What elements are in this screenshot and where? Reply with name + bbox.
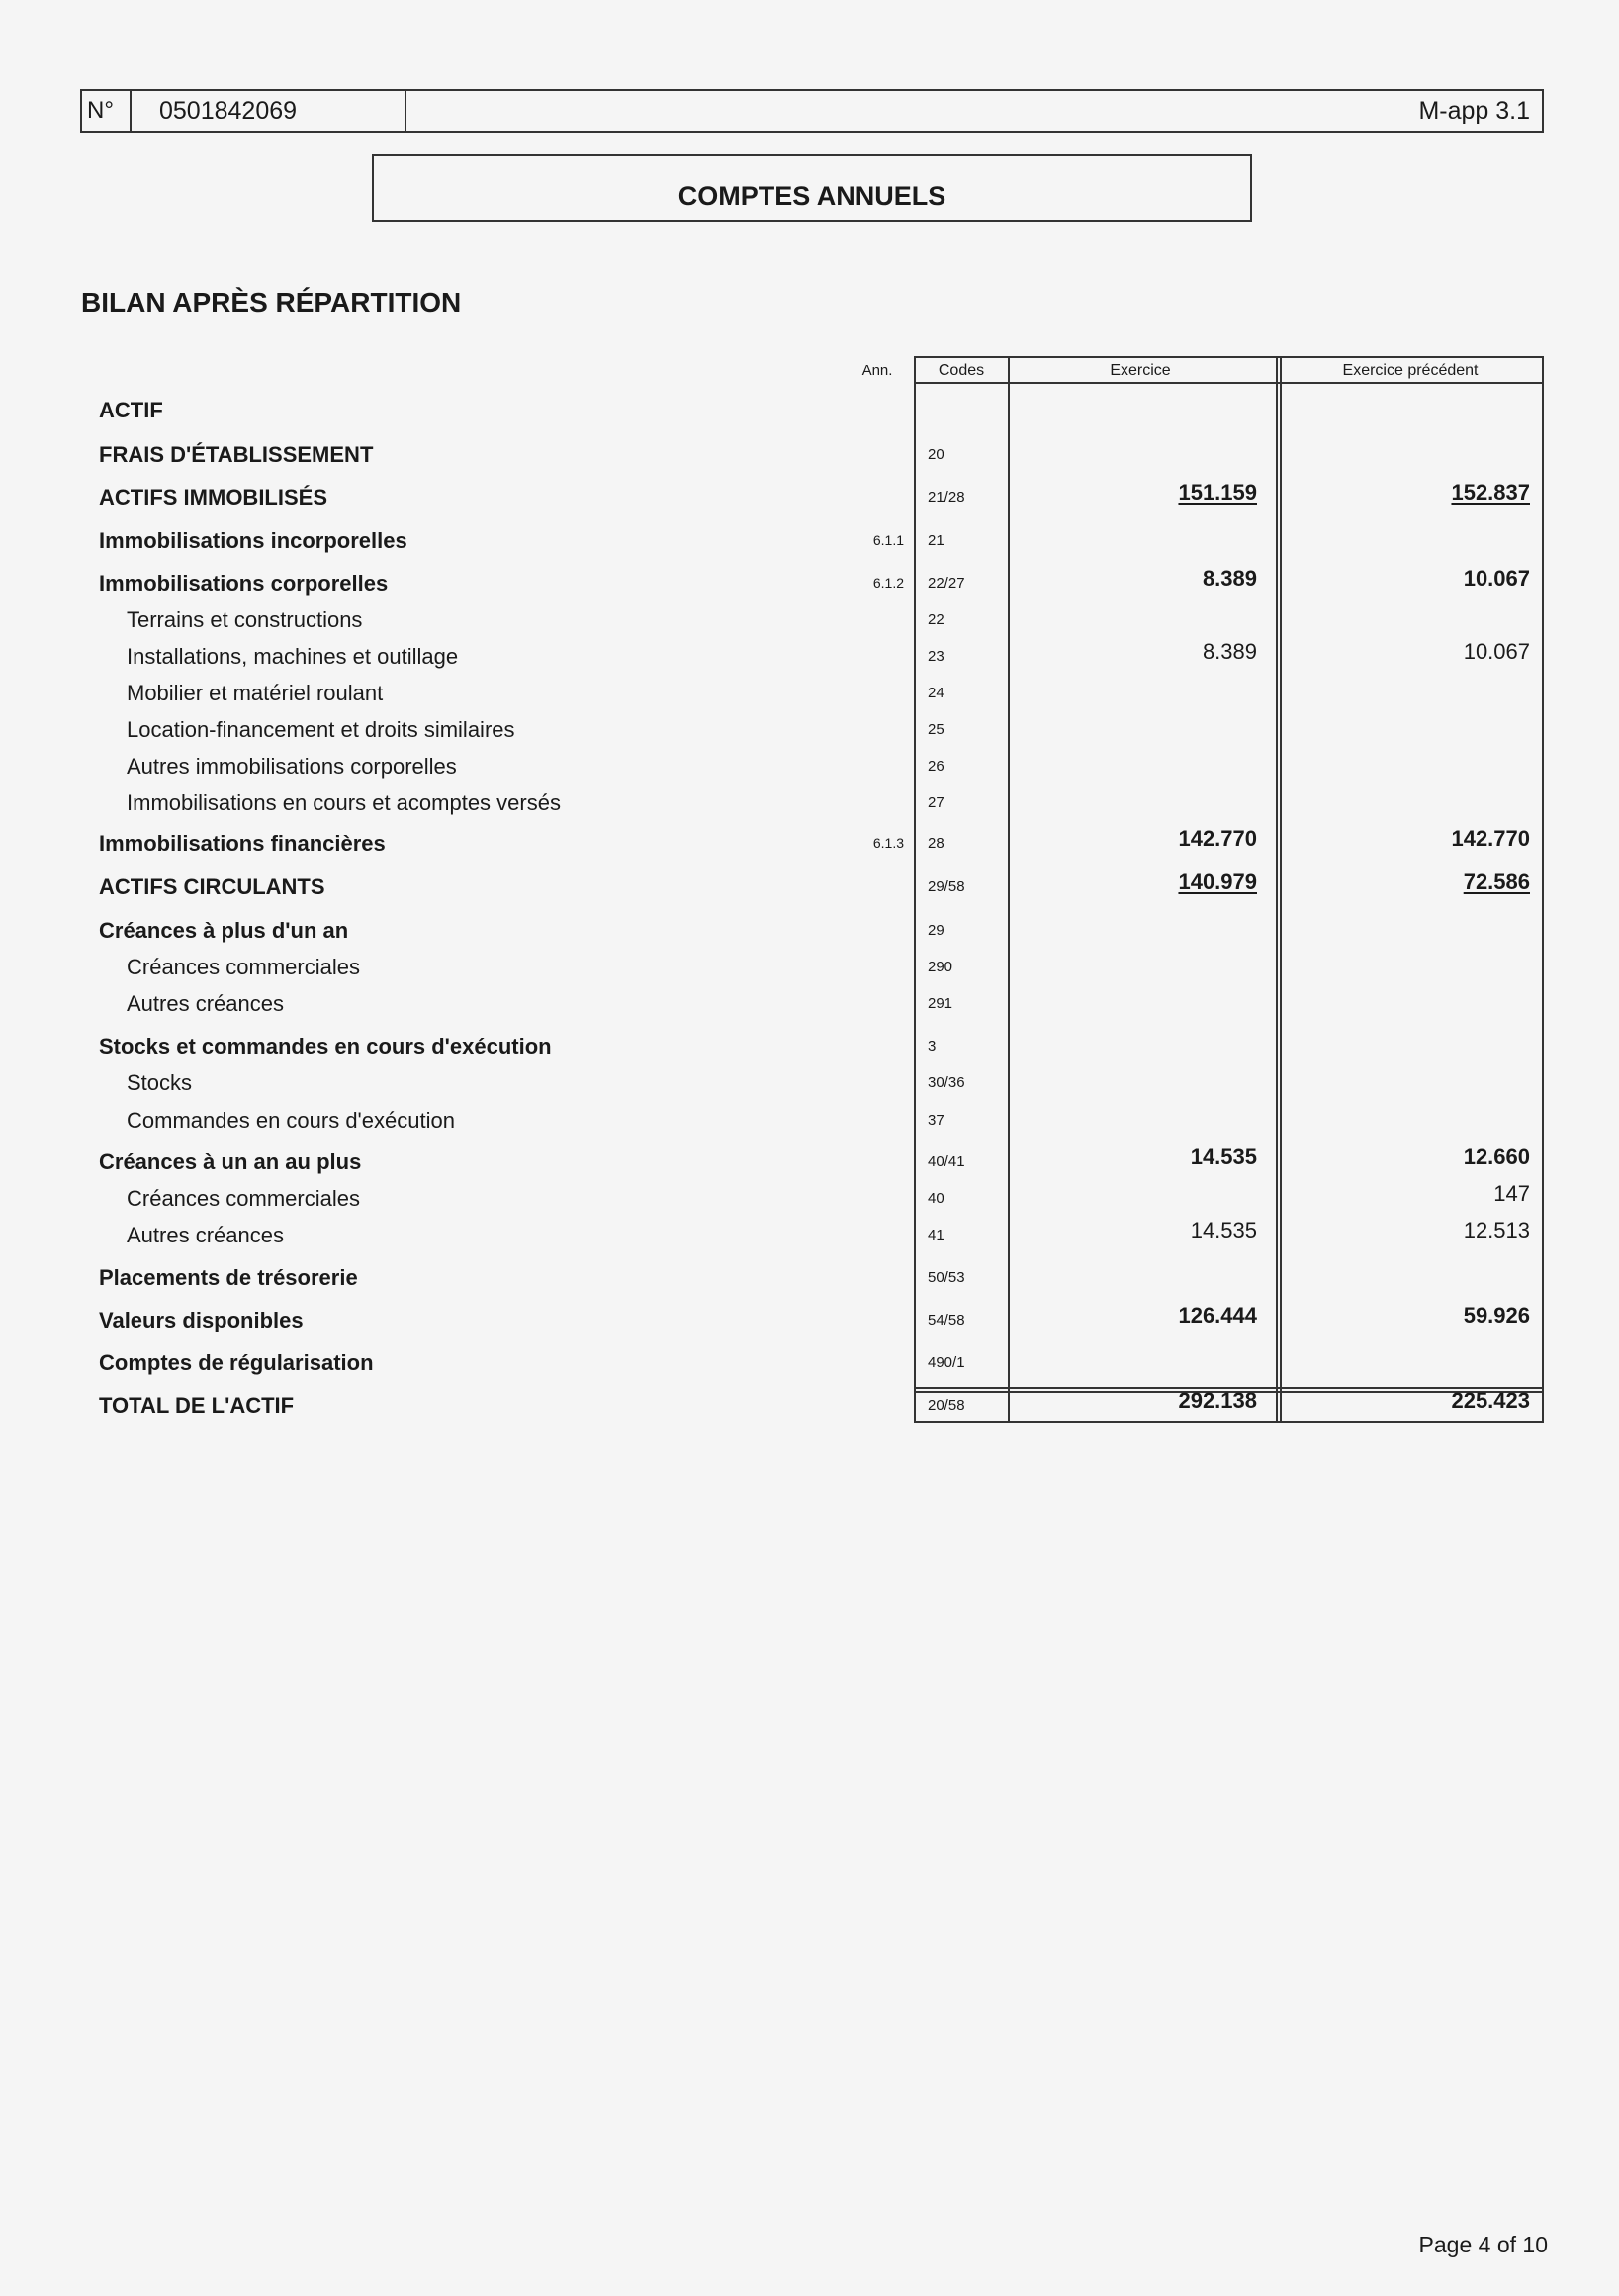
row-code: 290 [928, 959, 953, 975]
row-code: 22 [928, 611, 944, 628]
column-header-precedent: Exercice précédent [1342, 362, 1479, 379]
row-code: 20/58 [928, 1397, 965, 1414]
row-label: Stocks et commandes en cours d'exécution [99, 1034, 552, 1058]
row-code: 30/36 [928, 1074, 965, 1091]
column-header-ann: Ann. [861, 362, 893, 379]
row-label: Installations, machines et outillage [127, 644, 459, 669]
row-value-current: 151.159 [1178, 480, 1257, 505]
row-annex: 6.1.2 [872, 575, 904, 591]
row-label: Créances commerciales [127, 1186, 360, 1211]
row-code: 28 [928, 835, 944, 852]
row-value-current: 140.979 [1178, 870, 1257, 894]
section-title: BILAN APRÈS RÉPARTITION [81, 287, 462, 318]
row-label: Placements de trésorerie [99, 1265, 358, 1290]
row-value-current: 142.770 [1178, 826, 1257, 851]
row-label: Créances commerciales [127, 955, 360, 979]
row-label: Créances à plus d'un an [99, 918, 349, 943]
column-header-exercice: Exercice [1110, 362, 1171, 379]
row-label: Valeurs disponibles [99, 1308, 304, 1332]
row-label: ACTIFS CIRCULANTS [99, 874, 325, 899]
row-value-current: 292.138 [1178, 1388, 1257, 1413]
row-value-current: 8.389 [1202, 639, 1257, 664]
header-box [80, 89, 1544, 133]
row-code: 22/27 [928, 575, 965, 592]
row-code: 40/41 [928, 1153, 965, 1170]
row-value-previous: 152.837 [1451, 480, 1530, 505]
page-number: Page 4 of 10 [1418, 2232, 1548, 2257]
row-annex: 6.1.1 [872, 532, 904, 548]
row-label: FRAIS D'ÉTABLISSEMENT [99, 442, 374, 467]
row-label: Créances à un an au plus [99, 1149, 362, 1174]
row-label: Immobilisations financières [99, 831, 386, 856]
row-value-current: 126.444 [1178, 1303, 1257, 1328]
row-label: Commandes en cours d'exécution [127, 1108, 455, 1133]
row-label: Immobilisations incorporelles [99, 528, 407, 553]
row-label: ACTIFS IMMOBILISÉS [99, 485, 327, 509]
row-value-previous: 10.067 [1463, 639, 1530, 664]
row-label: Terrains et constructions [127, 607, 363, 632]
number-label: N° [82, 91, 132, 131]
row-value-previous: 225.423 [1451, 1388, 1530, 1413]
row-code: 25 [928, 721, 944, 738]
row-value-previous: 147 [1493, 1181, 1530, 1206]
row-label: Autres créances [127, 1223, 284, 1247]
row-code: 54/58 [928, 1312, 965, 1329]
row-label: Autres immobilisations corporelles [127, 754, 457, 779]
row-value-current: 8.389 [1202, 566, 1257, 591]
row-value-previous: 142.770 [1451, 826, 1530, 851]
row-code: 29/58 [928, 878, 965, 895]
row-label: Mobilier et matériel roulant [127, 681, 384, 705]
row-code: 50/53 [928, 1269, 965, 1286]
row-code: 21 [928, 532, 944, 549]
row-label: Immobilisations en cours et acomptes versés [127, 790, 561, 815]
row-code: 24 [928, 685, 944, 701]
row-label: Location-financement et droits similaires [127, 717, 515, 742]
row-value-previous: 59.926 [1463, 1303, 1530, 1328]
row-code: 27 [928, 794, 944, 811]
row-value-current: 14.535 [1190, 1218, 1257, 1242]
row-value-previous: 12.660 [1463, 1145, 1530, 1169]
row-code: 291 [928, 995, 953, 1012]
form-version: M-app 3.1 [1418, 97, 1530, 125]
document-title: COMPTES ANNUELS [372, 154, 1252, 222]
row-code: 40 [928, 1190, 944, 1207]
row-value-previous: 12.513 [1463, 1218, 1530, 1242]
row-label: ACTIF [99, 398, 163, 422]
row-code: 490/1 [928, 1354, 965, 1371]
row-label: TOTAL DE L'ACTIF [99, 1393, 295, 1418]
company-number: 0501842069 [132, 91, 406, 131]
row-label: Stocks [127, 1070, 193, 1095]
row-code: 3 [928, 1038, 937, 1055]
row-annex: 6.1.3 [872, 835, 904, 851]
row-code: 37 [928, 1112, 944, 1129]
row-code: 41 [928, 1227, 944, 1243]
row-value-current: 14.535 [1190, 1145, 1257, 1169]
column-header-codes: Codes [938, 362, 985, 379]
row-code: 20 [928, 446, 944, 463]
row-label: Immobilisations corporelles [99, 571, 389, 596]
row-label: Comptes de régularisation [99, 1350, 374, 1375]
row-value-previous: 72.586 [1463, 870, 1530, 894]
row-code: 29 [928, 922, 944, 939]
row-value-previous: 10.067 [1463, 566, 1530, 591]
row-code: 21/28 [928, 489, 965, 505]
row-label: Autres créances [127, 991, 284, 1016]
row-code: 26 [928, 758, 944, 775]
row-code: 23 [928, 648, 944, 665]
